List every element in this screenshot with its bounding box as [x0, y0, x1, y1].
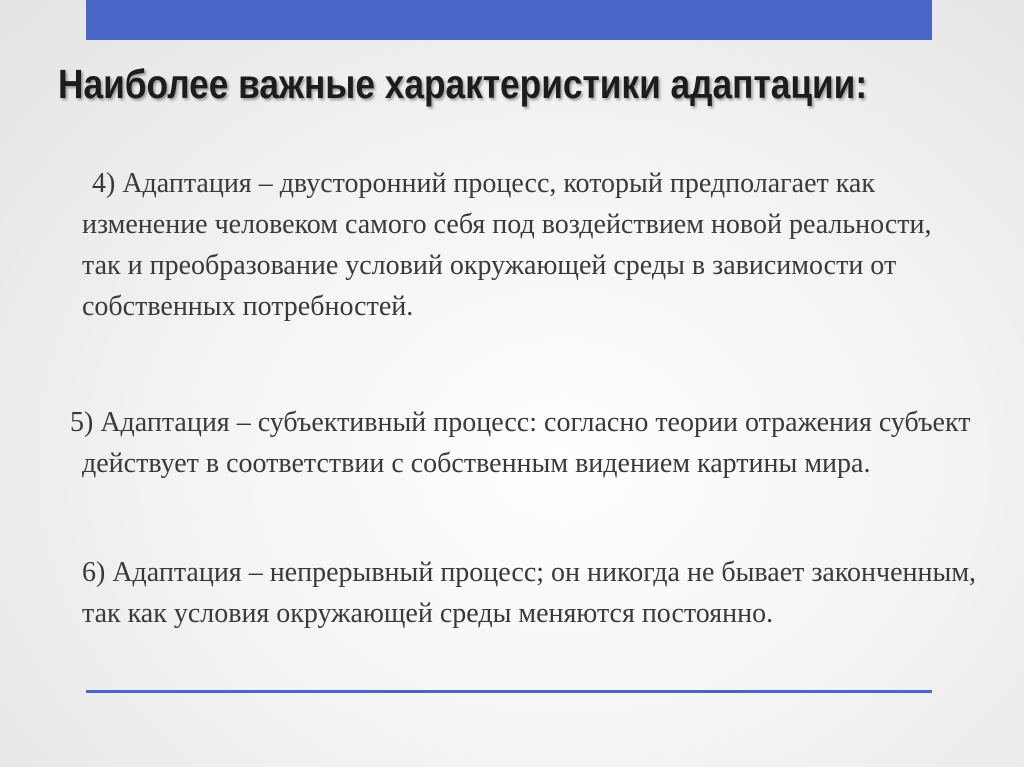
- characteristic-6-text: 6) Адаптация – непрерывный процесс; он никогда не бывает законченным, так как условия окружающей среды меняются постоянно.: [82, 557, 977, 629]
- top-accent-bar: [86, 0, 932, 40]
- characteristic-4-text: 4) Адаптация – двусторонний процесс, который предполагает как изменение человеком самого себя под воздействием новой реальности, так и преобразование условий окружающей среды в зависимости от собственных потребностей.: [82, 168, 932, 322]
- characteristic-5-text: 5) Адаптация – субъективный процесс: согласно теории отражения субъект действует в соответствии с собственным видением картины мира.: [70, 407, 971, 479]
- slide-title: Наиболее важные характеристики адаптации:: [58, 61, 868, 107]
- bottom-divider: [86, 690, 932, 693]
